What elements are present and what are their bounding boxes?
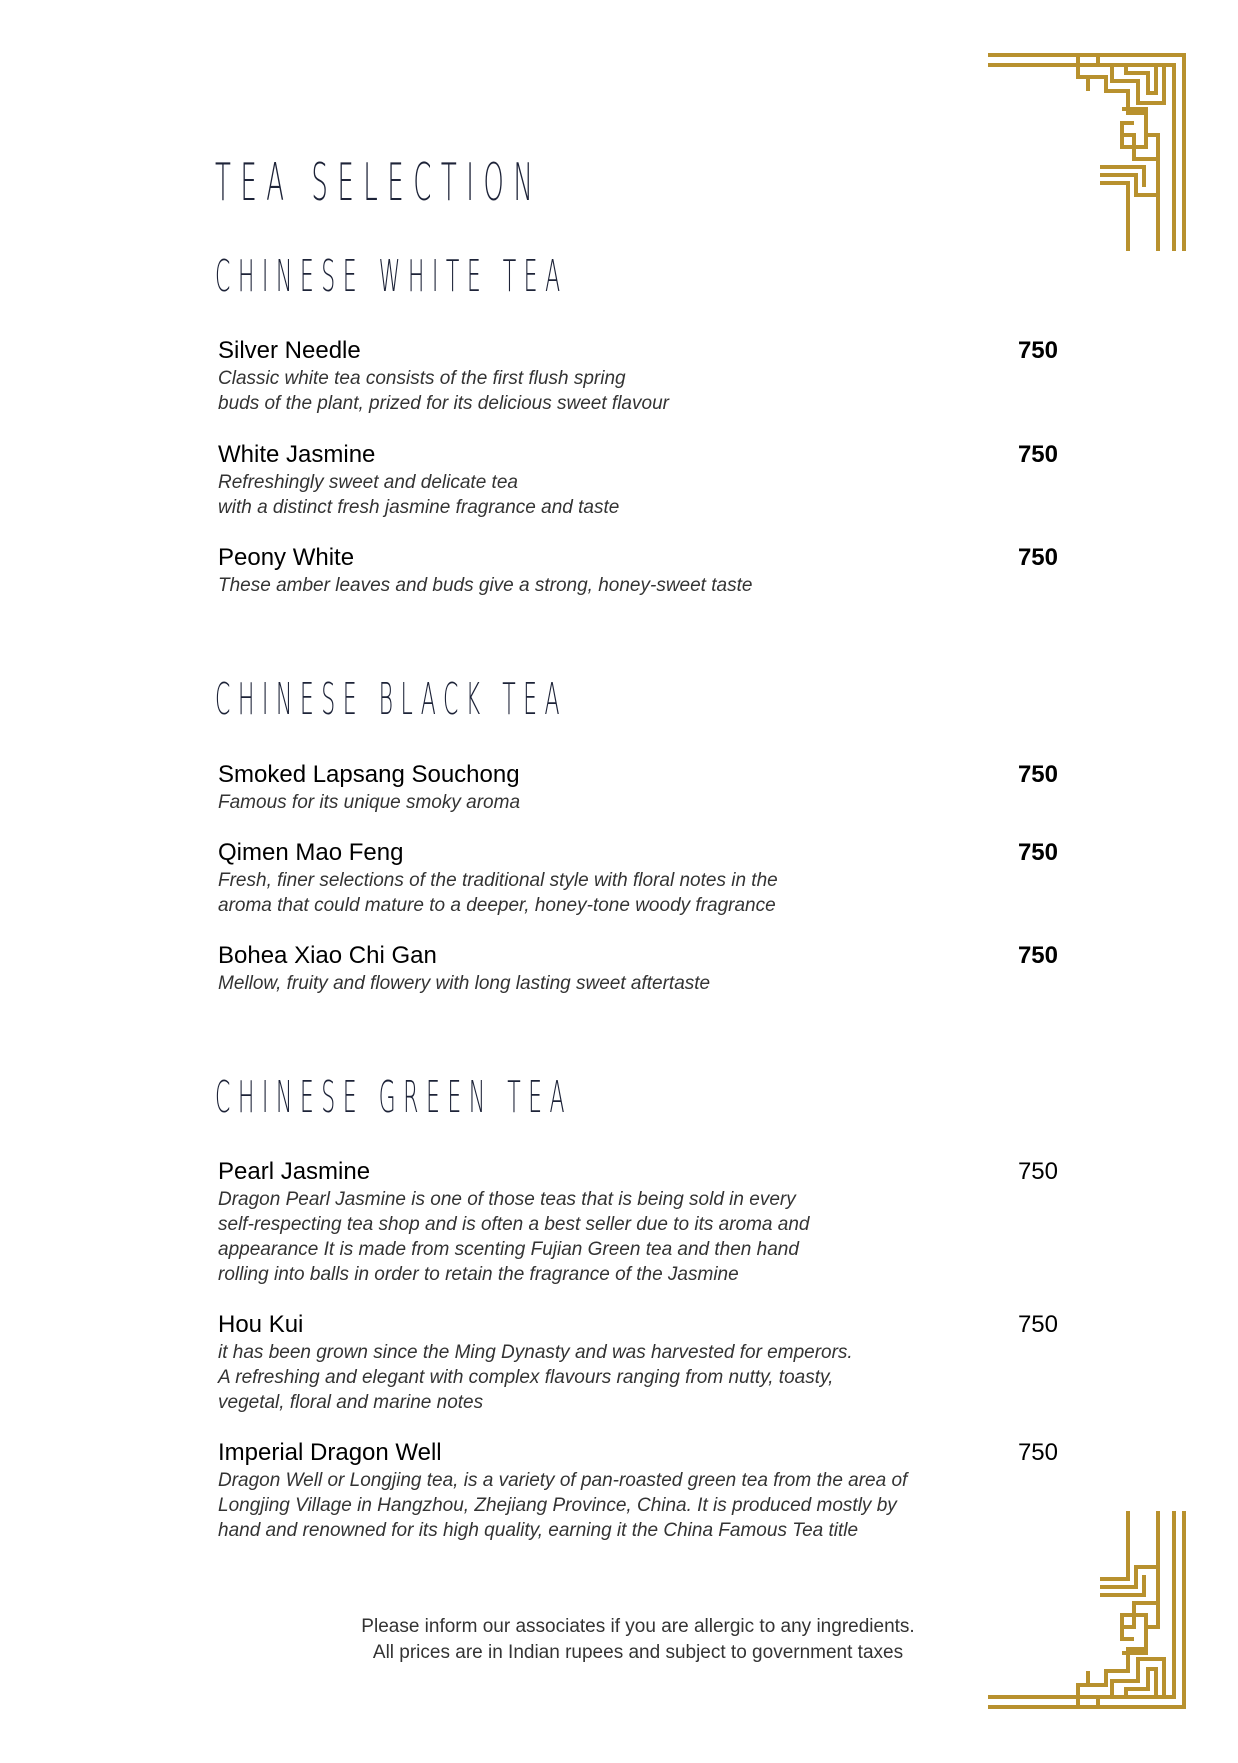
menu-item-peony-white xyxy=(218,543,1058,598)
item-name: Pearl Jasmine xyxy=(218,1158,371,1185)
item-name: Peony White xyxy=(218,544,355,571)
item-price: 750 xyxy=(1017,761,1058,788)
menu-item-white-jasmine xyxy=(218,440,1058,520)
corner-ornament-top-right-icon xyxy=(988,51,1188,251)
item-price: 750 xyxy=(1017,1311,1058,1338)
footer-note: Please inform our associates if you are allergic to any ingredients. All prices are in Indian rupees and subject to government taxes xyxy=(361,1616,915,1663)
item-price: 750 xyxy=(1017,1158,1058,1185)
item-description: Refreshingly sweet and delicate tea with a distinct fresh jasmine fragrance and taste xyxy=(218,472,620,518)
item-name: Bohea Xiao Chi Gan xyxy=(218,942,437,969)
item-name: Silver Needle xyxy=(218,337,361,364)
item-description: Mellow, fruity and flowery with long lasting sweet aftertaste xyxy=(218,973,711,994)
section-heading-white-tea: CHINESE WHITE TEA xyxy=(215,251,568,302)
item-description: Dragon Pearl Jasmine is one of those teas that is being sold in every self-respecting tea shop and is often a best seller due to its aroma and appearance It is made from scenting Fujian Green tea and then hand rolling into balls in order to retain the fragrance of the Jasmine xyxy=(218,1189,810,1285)
item-price: 750 xyxy=(1017,441,1058,468)
item-description: Dragon Well or Longjing tea, is a variety of pan-roasted green tea from the area of Longjing Village in Hangzhou, Zhejiang Province, China. It is produced mostly by hand and renowned for its high quality, earning it the China Famous Tea title xyxy=(218,1470,908,1541)
item-description: it has been grown since the Ming Dynasty and was harvested for emperors. A refreshing and elegant with complex flavours ranging from nutty, toasty, vegetal, floral and marine notes xyxy=(218,1342,853,1413)
item-price: 750 xyxy=(1017,544,1058,571)
item-price: 750 xyxy=(1017,337,1058,364)
item-price: 750 xyxy=(1017,839,1058,866)
menu-item-hou-kui xyxy=(218,1310,1058,1415)
section-heading-green-tea: CHINESE GREEN TEA xyxy=(215,1072,573,1123)
item-description: Fresh, finer selections of the traditional style with floral notes in the aroma that could mature to a deeper, honey-tone woody fragrance xyxy=(218,870,778,916)
item-name: White Jasmine xyxy=(218,441,376,468)
menu-item-pearl-jasmine xyxy=(218,1157,1058,1287)
section-heading-black-tea: CHINESE BLACK TEA xyxy=(215,674,568,725)
menu-item-qimen-mao-feng xyxy=(218,838,1058,918)
item-description: These amber leaves and buds give a strong, honey-sweet taste xyxy=(218,575,753,596)
item-name: Imperial Dragon Well xyxy=(218,1439,442,1466)
item-name: Smoked Lapsang Souchong xyxy=(218,761,520,788)
page-title: TEA SELECTION xyxy=(215,153,543,213)
item-price: 750 xyxy=(1017,942,1058,969)
menu-item-imperial-dragon-well xyxy=(218,1438,1058,1543)
item-name: Qimen Mao Feng xyxy=(218,839,404,866)
item-description: Famous for its unique smoky aroma xyxy=(218,792,521,813)
menu-item-smoked-lapsang-souchong xyxy=(218,760,1058,815)
menu-item-silver-needle xyxy=(218,336,1058,416)
menu-item-bohea-xiao-chi-gan xyxy=(218,941,1058,996)
item-name: Hou Kui xyxy=(218,1311,304,1338)
item-description: Classic white tea consists of the first flush spring buds of the plant, prized for its delicious sweet flavour xyxy=(218,368,669,414)
item-price: 750 xyxy=(1017,1439,1058,1466)
